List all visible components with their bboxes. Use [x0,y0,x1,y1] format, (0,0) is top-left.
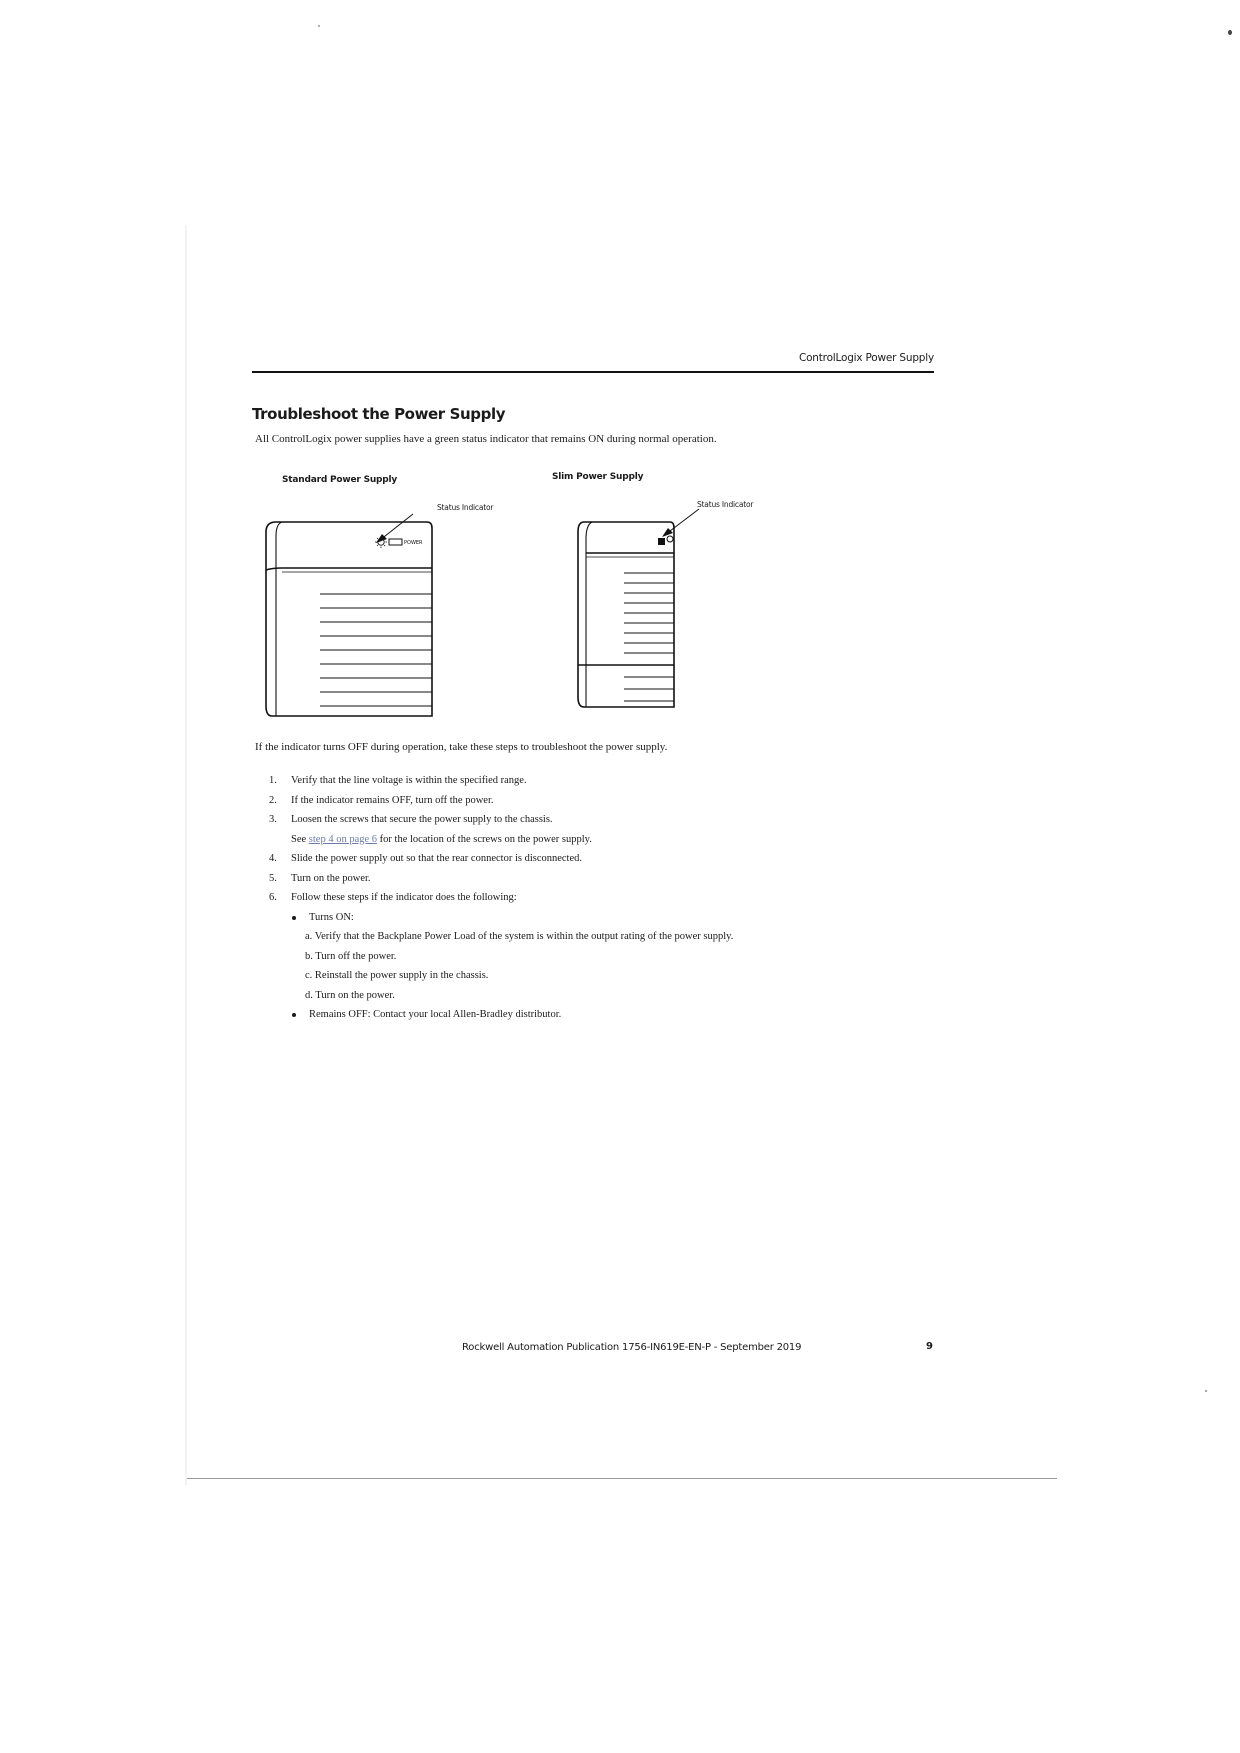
scan-speck [1205,1390,1207,1392]
header-rule [252,371,934,373]
bullet-remains-off: Remains OFF: Contact your local Allen-Bradley distributor. [255,1005,815,1025]
intro-paragraph: All ControlLogix power supplies have a green status indicator that remains ON during normal operation. [255,433,717,445]
substep-a: a. Verify that the Backplane Power Load of the system is within the output rating of the power supply. [305,931,734,942]
substep-c: c. Reinstall the power supply in the chassis. [305,970,489,981]
substep-b: b. Turn off the power. [305,950,397,962]
substep-d: d. Turn on the power. [305,989,395,1001]
standard-status-callout: Status Indicator [437,503,494,512]
slim-power-supply-illustration [574,505,710,715]
step-3-see-reference: See step 4 on page 6 for the location of the screws on the power supply. [291,833,592,845]
step-3: 3. Loosen the screws that secure the power supply to the chassis. [269,814,553,825]
publication-footer: Rockwell Automation Publication 1756-IN619E-EN-P - September 2019 [462,1342,802,1353]
scan-speck [1228,30,1232,35]
scan-speck [318,25,320,27]
power-led-icon [375,536,402,548]
running-header: ControlLogix Power Supply [798,352,934,364]
slim-status-callout: Status Indicator [697,500,754,509]
bullet-dot [292,916,296,920]
bullet-dot [292,1013,296,1017]
scan-bottom-rule [187,1478,1057,1479]
step-2: 2. If the indicator remains OFF, turn off the power. [269,794,494,806]
troubleshoot-paragraph: If the indicator turns OFF during operation, take these steps to troubleshoot the power supply. [255,741,668,753]
standard-figure-label: Standard Power Supply [282,475,398,485]
power-led-label: POWER [404,540,423,546]
slim-figure-label: Slim Power Supply [552,472,644,482]
step-6: 6. Follow these steps if the indicator does the following: [269,892,517,903]
step-5: 5. Turn on the power. [269,872,371,884]
bullet-turns-on: Turns ON: [255,908,815,928]
slim-status-led-icon [658,538,665,545]
page-number: 9 [926,1341,933,1352]
step-4-page-6-link[interactable]: step 4 on page 6 [308,833,378,845]
step-4: 4. Slide the power supply out so that the rear connector is disconnected. [269,853,583,864]
scan-edge-shadow [185,225,187,1485]
standard-power-supply-illustration [262,510,442,720]
troubleshoot-steps-list [255,771,815,1025]
step-1: 1. Verify that the line voltage is within the specified range. [269,775,527,786]
page-title: Troubleshoot the Power Supply [252,405,506,423]
